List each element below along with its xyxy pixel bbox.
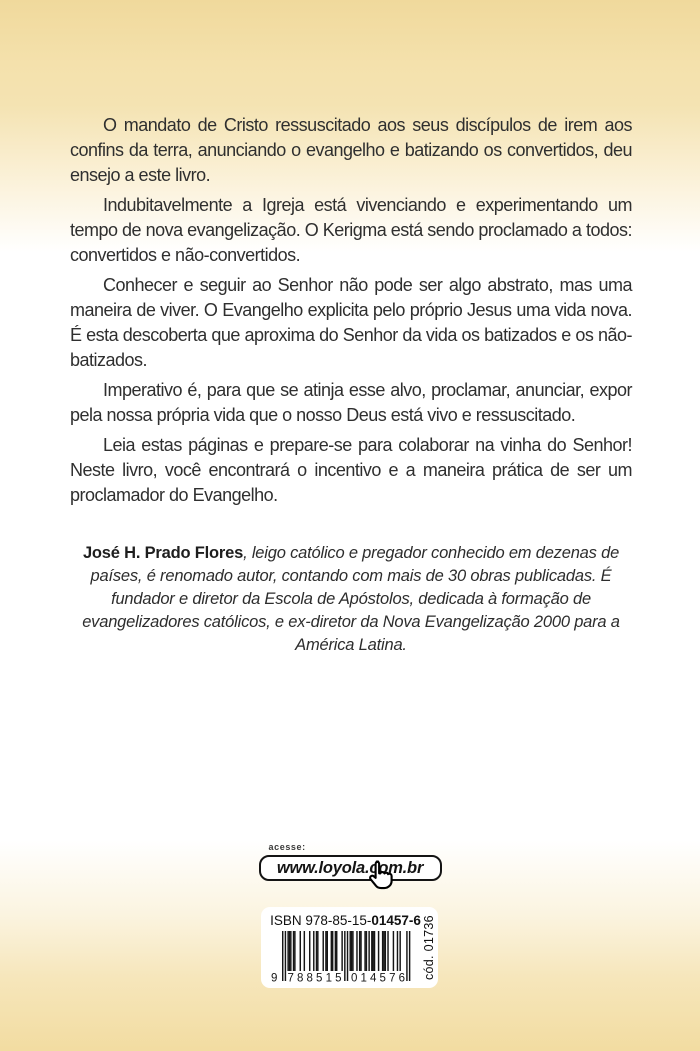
cover-paragraph: Indubitavelmente a Igreja está vivenciando e experimentando um tempo de nova evangelização. O Kerigma está sendo proclamado a todos: convertidos e não-convertidos. bbox=[70, 195, 632, 265]
isbn-number bbox=[269, 913, 422, 928]
publisher-website-block bbox=[259, 842, 442, 881]
svg-text:788515: 788515 bbox=[287, 972, 342, 983]
hand-pointer-icon bbox=[362, 859, 396, 893]
website-url-box bbox=[259, 855, 442, 881]
ean13-barcode bbox=[270, 931, 412, 983]
svg-text:9: 9 bbox=[271, 972, 278, 983]
publisher-website-section bbox=[0, 842, 700, 881]
isbn-suffix: 01457-6 bbox=[371, 913, 421, 928]
product-code-label: cód. 01736 bbox=[422, 915, 436, 981]
synopsis-block bbox=[70, 113, 632, 657]
isbn-prefix: ISBN 978-85-15- bbox=[270, 913, 372, 928]
author-name: José H. Prado Flores bbox=[82, 544, 244, 562]
author-bio-text: , leigo católico e pregador conhecido em dezenas de países, é renomado autor, contando com mais de 30 obras publicadas. É fundador e diretor da Escola de Apóstolos, dedicada à formação de evangelizadores católicos, e ex-diretor da Nova Evangelização 2000 para a América Latina. bbox=[82, 544, 620, 654]
website-url: www.loyola.com.br bbox=[276, 858, 424, 877]
cover-paragraph: O mandato de Cristo ressuscitado aos seus discípulos de irem aos confins da terra, anunciando o evangelho e batizando os convertidos, deu ensejo a este livro. bbox=[70, 115, 632, 185]
author-bio bbox=[77, 542, 625, 657]
website-access-label: acesse: bbox=[268, 842, 306, 852]
svg-text:014576: 014576 bbox=[351, 972, 405, 983]
cover-paragraph: Conhecer e seguir ao Senhor não pode ser algo abstrato, mas uma maneira de viver. O Evangelho explicita pelo próprio Jesus uma vida nova. É esta descoberta que aproxima do Senhor da vida os batizados e os não-batizados. bbox=[70, 275, 632, 370]
isbn-barcode-box bbox=[261, 907, 438, 988]
cover-paragraph: Imperativo é, para que se atinja esse alvo, proclamar, anunciar, expor pela nossa própria vida que o nosso Deus está vivo e ressuscitado. bbox=[70, 380, 632, 425]
cover-paragraph: Leia estas páginas e prepare-se para colaborar na vinha do Senhor! Neste livro, você encontrará o incentivo e a maneira prática de ser um proclamador do Evangelho. bbox=[70, 435, 632, 505]
